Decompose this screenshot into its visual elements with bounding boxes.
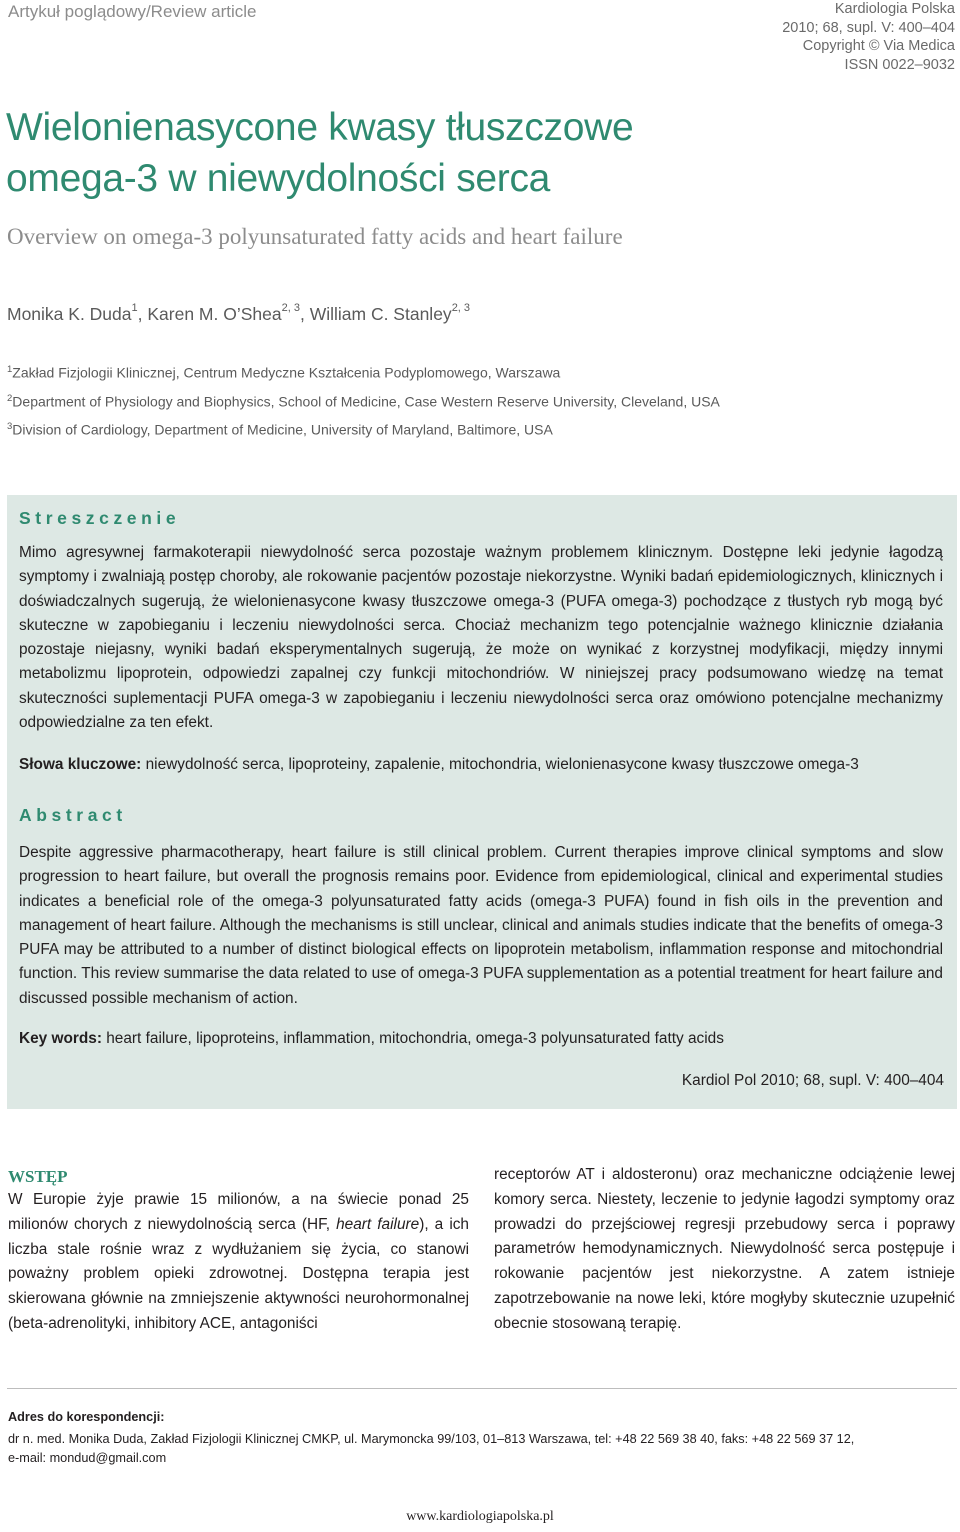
affiliation-text: Department of Physiology and Biophysics, School of Medicine, Case Western Reserve University, Cleveland, USA xyxy=(12,393,720,410)
correspondence-heading: Adres do korespondencji: xyxy=(8,1410,165,1424)
author-separator: , xyxy=(299,304,310,324)
affiliations xyxy=(7,357,720,443)
affiliation-text: Division of Cardiology, Department of Medicine, University of Maryland, Baltimore, USA xyxy=(12,421,553,438)
correspondence-line: dr n. med. Monika Duda, Zakład Fizjologii Klinicznej CMKP, ul. Marymoncka 99/103, 01–813 Warszawa, tel: +48 22 569 38 40, faks: +48 22 569 37 12, xyxy=(8,1432,855,1446)
author-sup: 2, 3 xyxy=(281,302,300,315)
author-name: William C. Stanley xyxy=(309,304,452,324)
affiliation xyxy=(7,414,720,443)
body-right-column xyxy=(494,1163,955,1337)
copyright: Copyright © Via Medica xyxy=(802,38,955,54)
affiliation xyxy=(7,357,720,386)
correspondence-email: e-mail: mondud@gmail.com xyxy=(8,1450,167,1465)
footer-website: www.kardiologiapolska.pl xyxy=(406,1509,554,1524)
body-text: ), a ich liczba stale rośnie wraz z wydłużaniem się życia, co stanowi poważny problem opieki zdrowotnej. Dostępna terapia jest skierowana głównie na zmniejszenie aktywności neurohormonalnej (beta-adrenolityki, inhibitory ACE, antagoniści xyxy=(8,1215,469,1332)
abstract-heading: Abstract xyxy=(19,805,127,825)
author-sup: 1 xyxy=(131,302,138,315)
body-left-column xyxy=(8,1163,469,1337)
streszczenie-text: Mimo agresywnej farmakoterapii niewydolność serca pozostaje ważnym problemem klinicznym. Dostępne leki jedynie łagodzą symptomy i zwalniają postęp choroby, ale rokowanie pacjentów pozostaje niekorzystne. Wyniki badań epidemiologicznych, klinicznych i doświadczalnych sugerują, że wielonienasycone kwasy tłuszczowe omega-3 (PUFA omega-3) pochodzące z tłustych ryb mogą być skuteczne w zapobieganiu i leczeniu niewydolności serca. Chociaż mechanizm tego potencjalnie ważnego klinicznie działania pozostaje niejasny, wyniki badań eksperymentalnych sugerują, że może on wynikać z korzystnej modyfikacji, między innymi metabolizmu lipoprotein, odpowiedzi zapalnej czy funkcji mitochondriów. W niniejszej pracy podsumowano wiedzę na temat skuteczności suplementacji PUFA omega-3 w zapobieganiu i leczeniu niewydolności serca oraz omówiono potencjalne mechanizmy odpowiedzialne za ten efekt. xyxy=(19,544,943,732)
title-english: Overview on omega-3 polyunsaturated fatty acids and heart failure xyxy=(7,224,623,249)
abstract-text: Despite aggressive pharmacotherapy, heart failure is still clinical problem. Current therapies improve clinical symptoms and slow progression to heart failure, but overall the prognosis remains poor. Evidence from epidemiological, clinical and experimental studies indicates a beneficial role of the omega-3 polyunsaturated fatty acids (omega-3 PUFA) found in fish oils in the prevention and management of heart failure. Although the mechanisms is still unclear, clinical and animals studies indicate that the benefits of omega-3 PUFA may be attributed to a number of distinct biological effects on lipoprotein metabolism, inflammation response and mitochondrial function. This review summarise the data related to use of omega-3 PUFA supplementation as a potential treatment for heart failure and discussed possible mechanism of action. xyxy=(19,844,943,1007)
affiliation xyxy=(7,386,720,415)
keywords-label: Słowa kluczowe: xyxy=(19,756,142,773)
keywords-text: niewydolność serca, lipoproteiny, zapalenie, mitochondria, wielonienasycone kwasy tłuszczowe omega-3 xyxy=(145,756,859,773)
correspondence-text xyxy=(8,1430,958,1467)
affiliation-number: 2 xyxy=(7,392,13,404)
body-paragraph xyxy=(8,1188,469,1337)
section-heading: WSTĘP xyxy=(8,1167,68,1186)
divider xyxy=(7,1388,957,1389)
title-polish: Wielonienasycone kwasy tłuszczowe omega-3 w niewydolności serca xyxy=(6,106,634,200)
body-text: W Europie żyje prawie 15 milionów, a na świecie ponad 25 milionów chorych z niewydolnością serca (HF, xyxy=(8,1191,469,1233)
author-separator: , xyxy=(137,304,148,324)
journal-issue: 2010; 68, supl. V: 400–404 xyxy=(782,19,955,36)
journal-info xyxy=(782,0,955,74)
streszczenie-heading: Streszczenie xyxy=(19,508,181,528)
keywords-label: Key words: xyxy=(19,1030,102,1047)
article-type: Artykuł poglądowy/Review article xyxy=(8,2,257,21)
affiliation-text: Zakład Fizjologii Klinicznej, Centrum Medyczne Kształcenia Podyplomowego, Warszawa xyxy=(12,364,561,381)
citation: Kardiol Pol 2010; 68, supl. V: 400–404 xyxy=(681,1072,944,1089)
author-name: Monika K. Duda xyxy=(7,304,132,324)
abstract-box xyxy=(7,495,957,1109)
keywords-text: heart failure, lipoproteins, inflammation, mitochondria, omega-3 polyunsaturated fatty acids xyxy=(106,1030,724,1047)
body-paragraph: receptorów AT i aldosteronu) oraz mechaniczne odciążenie lewej komory serca. Niestety, leczenie to jedynie łagodzi symptomy oraz prowadzi do przejściowej regresji przebudowy serca i poprawy parametrów hemodynamicznych. Niewydolność serca postępuje i rokowanie pacjentów jest niekorzystne. A zatem istnieje zapotrzebowanie na nowe leki, które mogłyby skutecznie uzupełnić obecnie stosowaną terapię. xyxy=(494,1166,955,1332)
body-italic: heart failure xyxy=(336,1215,420,1233)
authors xyxy=(7,304,470,325)
author-sup: 2, 3 xyxy=(451,302,471,315)
streszczenie-keywords xyxy=(19,756,859,774)
author-name: Karen M. O’Shea xyxy=(147,304,282,324)
issn: ISSN 0022–9032 xyxy=(844,56,955,73)
abstract-keywords xyxy=(19,1030,724,1048)
affiliation-number: 1 xyxy=(7,364,13,375)
journal-name: Kardiologia Polska xyxy=(834,1,955,17)
affiliation-number: 3 xyxy=(7,421,13,433)
